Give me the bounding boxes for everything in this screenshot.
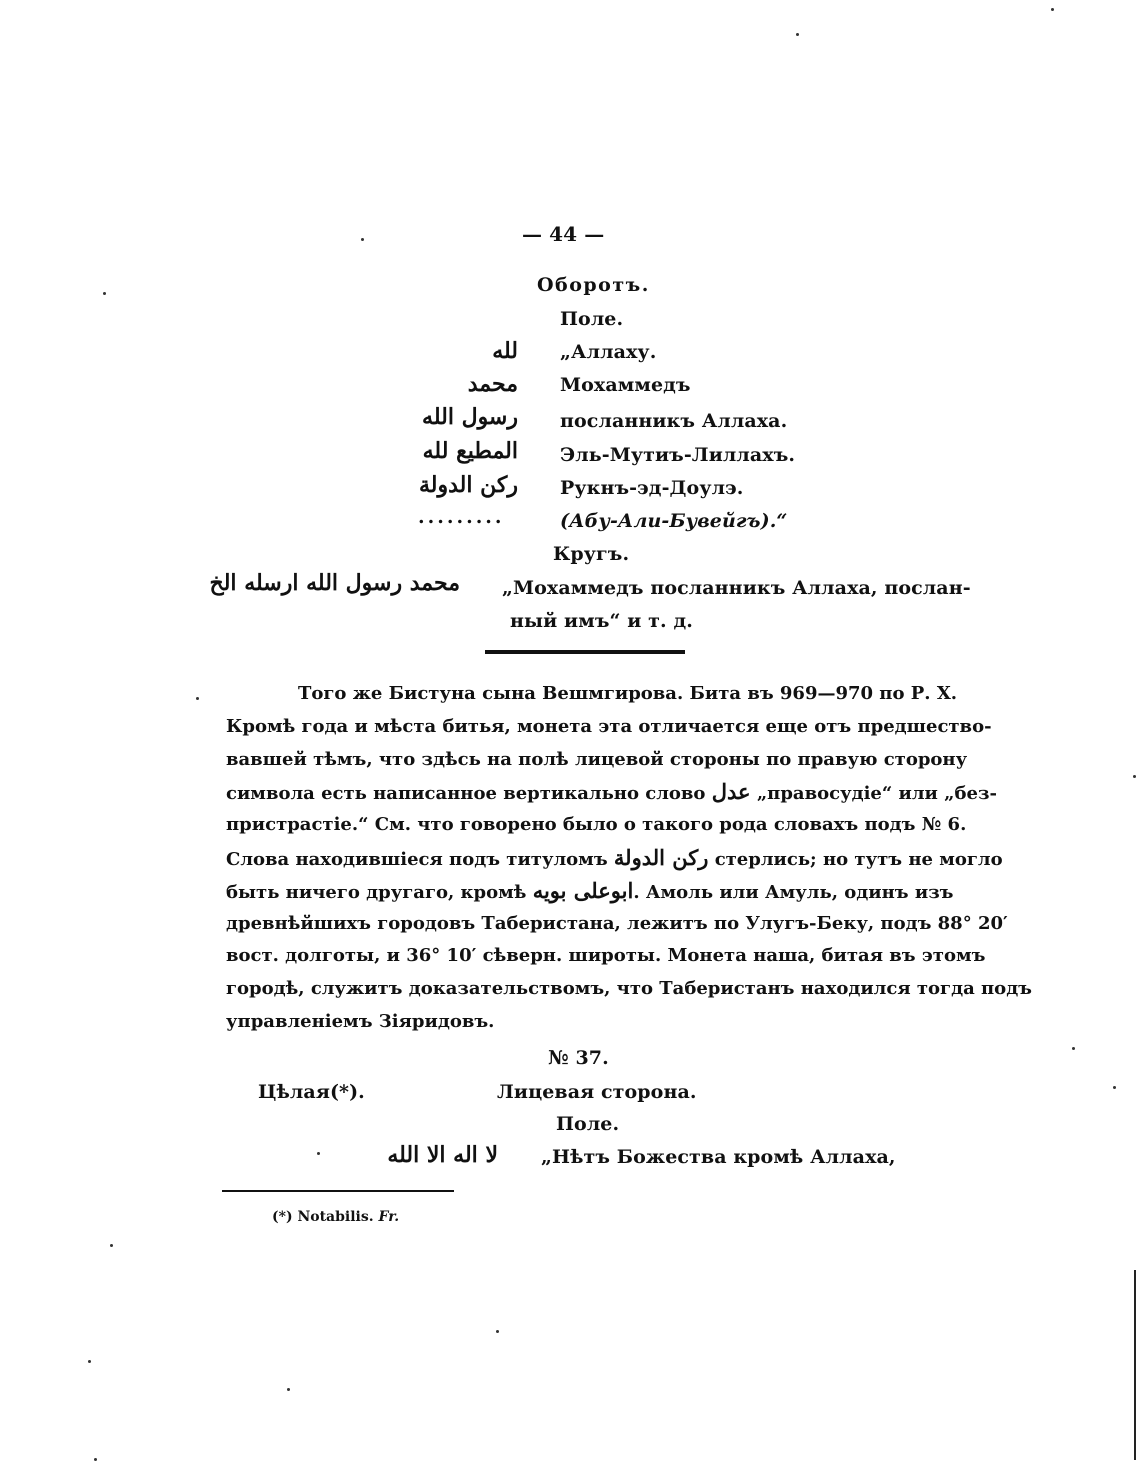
scan-speck — [796, 33, 799, 36]
russian-legend-line: (Абу-Али-Бувейгъ).“ — [560, 510, 788, 532]
scan-speck — [1051, 8, 1054, 11]
paragraph-line — [226, 875, 954, 908]
obverse-arabic-legend: لا اله الا الله — [387, 1142, 498, 1168]
russian-legend-line: Мохаммедъ — [560, 374, 691, 396]
paragraph-line — [226, 776, 997, 809]
arabic-legend-dots: ......... — [418, 506, 505, 528]
scan-speck — [196, 697, 199, 700]
arabic-legend-line: ركن الدولة — [419, 472, 518, 498]
scan-speck — [1133, 775, 1136, 778]
arabic-word: ابوعلی بویه — [532, 877, 634, 903]
paragraph-line: Того же Бистуна сына Вешмгирова. Бита въ 969—970 по Р. Х. — [298, 683, 958, 704]
arabic-word: ركن الدولة — [613, 844, 709, 870]
circle-arabic-legend: محمد رسول الله ارسله الخ — [209, 570, 460, 596]
paragraph-line: вост. долготы, и 36° 10′ сѣверн. широты. Монета наша, битая въ этомъ — [226, 945, 986, 967]
reverse-field-label: Поле. — [560, 308, 624, 330]
paragraph-line: древнѣйшихъ городовъ Таберистана, лежитъ по Улугъ-Беку, подъ 88° 20′ — [226, 912, 1008, 934]
text-run: „правосудіе“ или „без- — [756, 783, 997, 805]
arabic-legend-line: لله — [492, 338, 518, 364]
arabic-word: عدل — [711, 779, 751, 805]
scan-speck — [1072, 1047, 1075, 1050]
text-run: Слова находившіеся подъ титуломъ — [226, 848, 608, 870]
page-number: — 44 — — [522, 222, 605, 246]
paragraph-line: вавшей тѣмъ, что здѣсь на полѣ лицевой стороны по правую сторону — [226, 748, 968, 770]
footnote-text: Notabilis. — [297, 1209, 374, 1225]
paragraph-line: городѣ, служитъ доказательствомъ, что Таберистанъ находился тогда подъ — [226, 978, 1032, 1000]
arabic-legend-line: المطيع لله — [422, 438, 518, 464]
russian-legend-line: „Аллаху. — [560, 341, 657, 363]
scan-speck — [94, 1458, 97, 1461]
scan-speck — [88, 1360, 91, 1363]
scan-speck — [103, 292, 106, 295]
paragraph-line: пристрастіе.“ См. что говорено было о такого рода словахъ подъ № 6. — [226, 814, 967, 836]
russian-legend-line: Рукнъ-эд-Доулэ. — [560, 477, 744, 499]
coin-condition: Цѣлая(*). — [258, 1081, 365, 1103]
paragraph-line: Кромѣ года и мѣста битья, монета эта отличается еще отъ предшество- — [226, 715, 992, 737]
scan-speck — [110, 1244, 113, 1247]
footnote-abbr: Fr. — [378, 1209, 400, 1225]
description-paragraph — [226, 678, 1032, 1039]
scan-speck — [317, 1152, 320, 1155]
russian-legend-line: Эль-Мутиъ-Лиллахъ. — [560, 444, 796, 466]
obverse-russian-legend: „Нѣтъ Божества кромѣ Аллаха, — [541, 1146, 896, 1168]
scan-speck — [496, 1330, 499, 1333]
section-divider — [485, 650, 685, 654]
scan-speck — [1113, 1086, 1116, 1089]
scan-edge-mark — [1134, 1270, 1136, 1460]
paragraph-line: управленіемъ Зіяридовъ. — [226, 1010, 495, 1032]
obverse-heading: Лицевая сторона. — [497, 1081, 697, 1103]
scan-speck — [361, 238, 364, 241]
footnote-rule — [222, 1190, 454, 1192]
text-run: . Амоль или Амуль, одинъ изъ — [633, 881, 954, 903]
obverse-field-label: Поле. — [556, 1113, 620, 1135]
circle-label: Кругъ. — [553, 543, 630, 565]
russian-legend-line: посланникъ Аллаха. — [560, 410, 788, 432]
arabic-legend-line: محمد — [467, 371, 518, 397]
footnote — [272, 1209, 399, 1225]
paragraph-line — [226, 842, 1003, 875]
coin-number: № 37. — [548, 1047, 609, 1069]
arabic-legend-line: رسول الله — [422, 404, 518, 430]
footnote-marker: (*) — [272, 1209, 293, 1225]
reverse-heading: Оборотъ. — [537, 274, 650, 296]
text-run: быть ничего другаго, кромѣ — [226, 881, 527, 903]
scan-speck — [287, 1388, 290, 1391]
circle-russian-legend: „Мохаммедъ посланникъ Аллаха, послан- — [502, 577, 971, 599]
circle-russian-legend-cont: ный имъ“ и т. д. — [510, 610, 693, 632]
text-run: стерлись; но тутъ не могло — [714, 848, 1003, 870]
text-run: символа есть написанное вертикально слово — [226, 783, 706, 805]
